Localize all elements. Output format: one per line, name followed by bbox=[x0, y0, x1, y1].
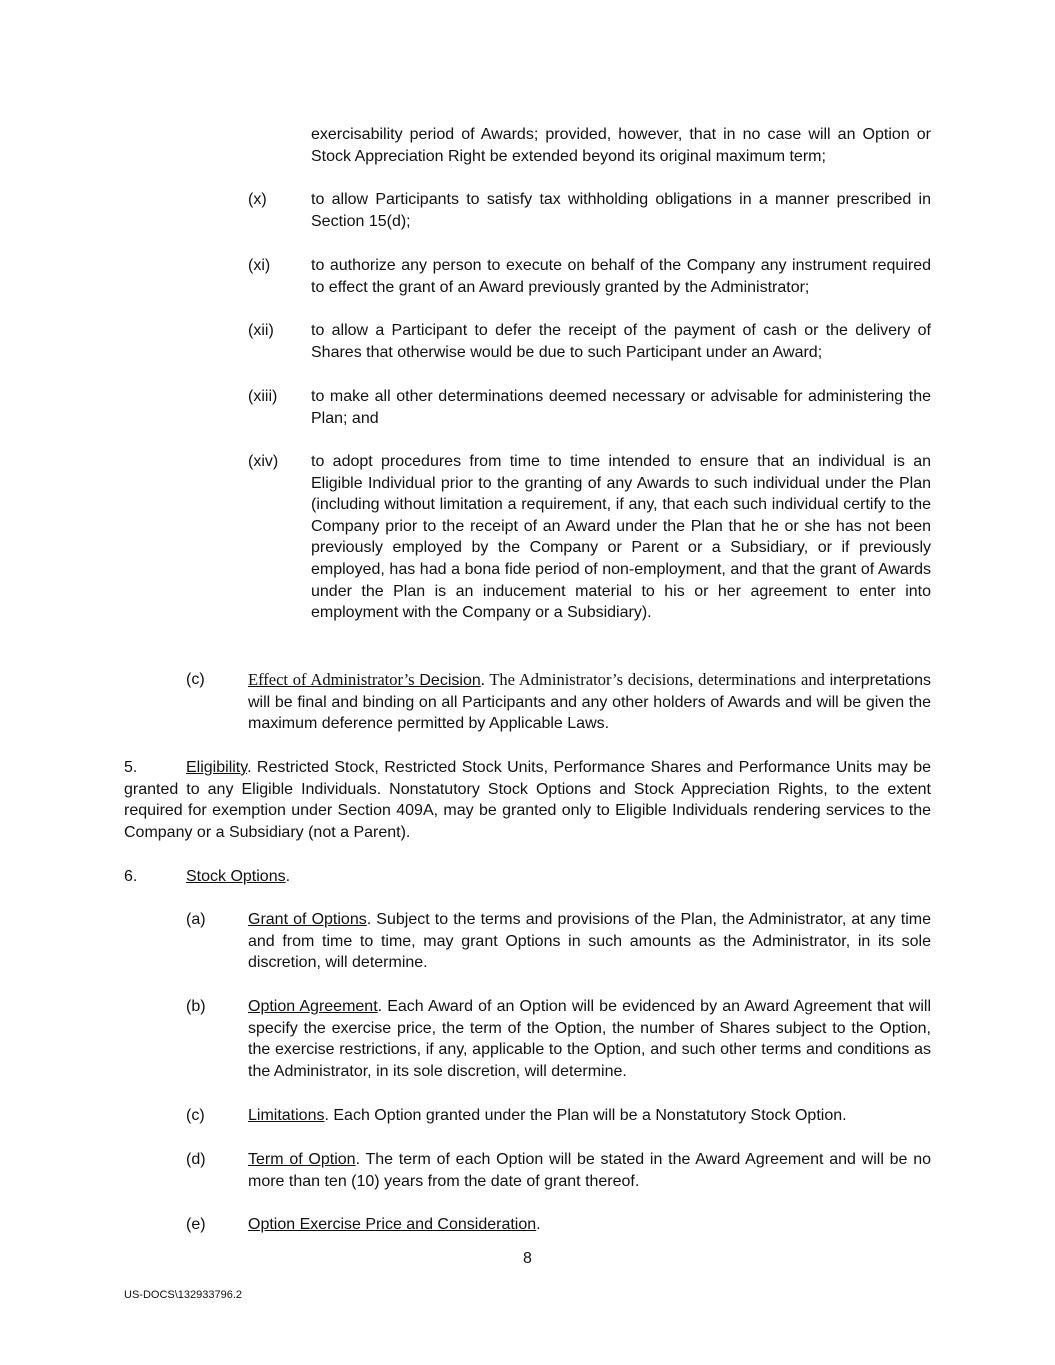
subsection-paragraph bbox=[248, 996, 931, 1082]
item-text: to make all other determinations deemed necessary or advisable for administering the Plan; and bbox=[311, 388, 931, 427]
section-5-text: . Restricted Stock, Restricted Stock Units, Performance Shares and Performance Units may be granted to any Eligible Individuals. Nonstatutory Stock Options and Stock Appreciation Rights, to the extent required for exemption under Section 409A, may be granted only to Eligible Individuals rendering services to the Company or a Subsidiary (not a Parent). bbox=[124, 759, 931, 841]
subsection-text: . Each Option granted under the Plan will be a Nonstatutory Stock Option. bbox=[324, 1107, 847, 1124]
subsection-text: . Subject to the terms and provisions of the Plan, the Administrator, at any time and from time to time, may grant Options in such amounts as the Administrator, in its sole discretion, will determine. bbox=[248, 911, 932, 972]
subsection-label: (e) bbox=[186, 1216, 206, 1233]
subsection-heading: Option Agreement bbox=[248, 998, 378, 1015]
subsection-heading: Term of Option bbox=[248, 1151, 356, 1168]
section-c-paragraph bbox=[248, 669, 931, 735]
subsection-heading: Grant of Options bbox=[248, 911, 367, 928]
section-6-heading: Stock Options bbox=[186, 868, 286, 885]
section-c-heading-end: Decision bbox=[419, 672, 481, 689]
section-6-number: 6. bbox=[124, 868, 138, 885]
section-5-paragraph bbox=[124, 757, 931, 843]
subsection-text: . The term of each Option will be stated in the Award Agreement and will be no more than ten (10) years from the date of grant thereof. bbox=[248, 1151, 931, 1190]
subsection-text: . Each Award of an Option will be evidenced by an Award Agreement that will specify the exercise price, the term of the Option, the number of Shares subject to the Option, the exercise restrictions, if any, applicable to the Option, and such other terms and conditions as the Administrator, in its sole discretion, will determine. bbox=[248, 998, 932, 1080]
item-label: (xiv) bbox=[248, 453, 279, 470]
subsection-heading: Option Exercise Price and Consideration bbox=[248, 1216, 537, 1233]
item-label: (x) bbox=[248, 191, 267, 208]
page-number: 8 bbox=[523, 1250, 532, 1267]
item-label: (xii) bbox=[248, 322, 274, 339]
section-c-heading: Effect of Administrator’s bbox=[248, 670, 420, 689]
section-c-text: . The Administrator’s decisions, determinations and bbox=[480, 670, 830, 689]
subsection-label: (b) bbox=[186, 998, 206, 1015]
section-5-heading: Eligibility bbox=[186, 759, 248, 776]
item-text: to adopt procedures from time to time intended to ensure that an individual is an Eligible Individual prior to the granting of any Awards to such individual under the Plan (including without limitation a requirement, if any, that each such individual certify to the Company prior to the receipt of an Award under the Plan that he or she has not been previously employed by the Company or Parent or a Subsidiary, or if previously employed, has had a bona fide period of non-employment, and that the grant of Awards under the Plan is an inducement material to his or her agreement to enter into employment with the Company or a Subsidiary). bbox=[311, 453, 931, 622]
subsection-label: (a) bbox=[186, 911, 206, 928]
subsection-label: (d) bbox=[186, 1151, 206, 1168]
subsection-paragraph bbox=[248, 909, 931, 974]
item-text: to authorize any person to execute on behalf of the Company any instrument required to effect the grant of an Award previously granted by the Administrator; bbox=[311, 257, 931, 296]
section-6-title bbox=[186, 866, 290, 888]
subsection-text: . bbox=[536, 1216, 541, 1233]
continuation-paragraph: exercisability period of Awards; provided, however, that in no case will an Option or Stock Appreciation Right be extended beyond its original maximum term; bbox=[311, 126, 931, 165]
subsection-paragraph bbox=[248, 1105, 931, 1127]
section-6-suffix: . bbox=[285, 868, 291, 885]
section-5-number: 5. bbox=[124, 759, 138, 776]
item-text: to allow a Participant to defer the receipt of the payment of cash or the delivery of Shares that otherwise would be due to such Participant under an Award; bbox=[311, 322, 931, 361]
section-c-text-rest: interpretations will be final and binding on all Participants and any other holders of Awards and will be given the maximum deference permitted by Applicable Laws. bbox=[248, 672, 931, 733]
item-text: to allow Participants to satisfy tax withholding obligations in a manner prescribed in Section 15(d); bbox=[311, 191, 931, 230]
subsection-label: (c) bbox=[186, 1107, 205, 1124]
document-footer-id: US-DOCS\132933796.2 bbox=[124, 1289, 243, 1301]
subsection-paragraph bbox=[248, 1214, 931, 1236]
section-c-label: (c) bbox=[186, 671, 205, 688]
subsection-heading: Limitations bbox=[248, 1107, 325, 1124]
item-label: (xiii) bbox=[248, 388, 278, 405]
item-label: (xi) bbox=[248, 257, 271, 274]
subsection-paragraph bbox=[248, 1149, 931, 1192]
